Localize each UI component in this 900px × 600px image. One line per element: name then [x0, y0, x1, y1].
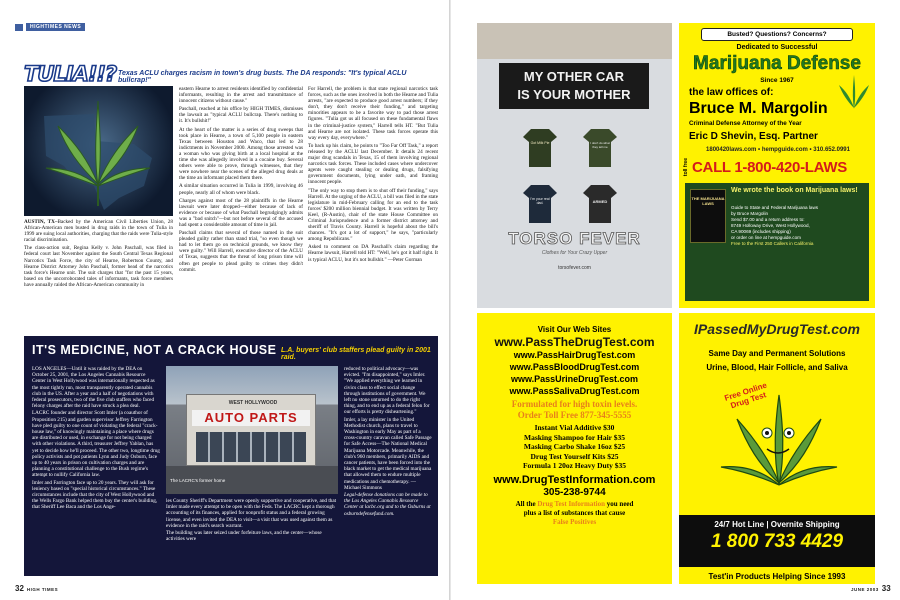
site-passhairdrugtest[interactable]: www.PassHairDrugTest.com [513, 350, 636, 360]
product-item: Masking Carbo Shake 16oz $25 [523, 442, 626, 451]
magazine-name: HIGH TIMES [26, 587, 59, 592]
ipassed-line2: Urine, Blood, Hair Follicle, and Saliva [706, 363, 848, 372]
medicine-paragraph: The building was later seized under forfeiture laws, and the center—whose activities were [166, 530, 322, 543]
tshirt-4-text: ARMED [592, 199, 608, 204]
page-number-right: 33 [881, 584, 891, 593]
margolin-kicker: Busted? Questions? Concerns? [701, 28, 853, 41]
closing-part: you need [605, 499, 634, 508]
book-line: or order on line at hempguide.com [731, 235, 801, 240]
ipassed-footer: Test'in Products Helping Since 1993 [708, 572, 846, 581]
building-windows [196, 432, 306, 462]
tulia-paragraph: eastern Hearne to arrest residents identified by confidential informants, resulting in the arrest and transmittance of innocent citizens without cause." [179, 86, 303, 105]
tulia-paragraph: The class-action suit, Regina Kelly v. John Paschall, was filed in federal court last November against the South Central Texas Regional Narcotics Task Force, the city of Hearne, Robertson County, and Hearne District Attorney John Paschall, former head of the narcotics task force's Hearne unit. The suit charges that "for the past 15 years, based on the uncorroborated tales of informants, task force members have annually raided the African-American community in [24, 245, 173, 288]
order-line[interactable]: Order Toll Free 877-345-5555 [517, 410, 632, 420]
ipassed-black-band [679, 515, 875, 567]
medicine-deck: L.A. buyers' club staffers plead guilty in 2001 raid. [281, 347, 431, 361]
photo-sign-auto-parts: AUTO PARTS [192, 410, 310, 426]
marijuana-leaf-icon [837, 73, 871, 113]
closing-highlight: Drug Test Information [537, 499, 606, 508]
texas-leaf-icon [24, 86, 173, 216]
tulia-paragraph: "The only way to stop them is to shut off their funding," says Harrell. At the urging of the ACLU, a bill was filed in the state legislature in mid-February calling for an end to the task forces' $200 million biennial budget. It was written by Terry Keel, (R-Austin), chair of the state House Committee on Criminal Jurisprudence and a former district attorney and sheriff of Travis County. Harrell is hopeful about the bill's chances. "It's got a lot of support," he says, "particularly among Republicans." [308, 187, 438, 243]
tulia-paragraph: A similar situation occurred in Tulia in 1999, involving 46 people, nearly all of whom were black. [179, 183, 303, 196]
tshirt-3-text: I'm your real dad. [530, 197, 550, 205]
tulia-paragraph: Backed by the American Civil Liberties Union, 28 African-American men busted in drug raids in the town of Tulia in 1999 are suing local authorities, charging that the raids were Tulia-style racial discrimination. [24, 219, 173, 244]
book-line: Guide to State and Federal Marijuana laws [731, 205, 819, 210]
photo-sign-west-hollywood: WEST HOLLYWOOD [228, 400, 278, 406]
auto-parts-photo [166, 366, 338, 494]
torso-url: torsofever.com [558, 265, 591, 271]
section-tag-label: HIGHTIMES NEWS [26, 23, 85, 31]
page-number-left: 32 [15, 584, 24, 593]
medicine-headline: IT'S MEDICINE, NOT A CRACK HOUSE [32, 343, 277, 357]
book-line: CA 90069 (includes shipping) [731, 229, 791, 234]
margolin-name: Bruce M. Margolin [689, 100, 828, 117]
book-details [731, 205, 865, 247]
medicine-column-3 [344, 366, 432, 572]
book-line: 8749 Holloway Drive, West Hollywood, [731, 223, 810, 228]
margolin-offices: the law offices of: [689, 87, 774, 98]
toll-free-label: toll free [683, 157, 689, 177]
photo-caption: The LACRC's former home [170, 478, 226, 483]
product-item: Masking Shampoo for Hair $35 [524, 432, 625, 442]
tshirt-2-text: I don't do what they tell me [590, 141, 610, 149]
margolin-since: Since 1967 [760, 77, 794, 84]
site-drugtestinformation[interactable]: www.DrugTestInformation.com [493, 473, 656, 486]
right-folio [851, 584, 891, 593]
margolin-title: Marijuana Defense [693, 53, 861, 74]
tulia-paragraph: For Harrell, the problem is that state regional narcotics task forces, such as the ones involved in both the Hearne and Tulia arrests, "are expected to produce good arrest numbers; if they don't, they don't receive their funding," and targeting minorities appears to be a favorite way to pad those arrest figures. "Tulia got us all focused on these fundamental flaws in the criminal-justice system," Harrell tells HT. "But Tulia and Hearne are not isolated. These task forces operate this way every day, everywhere." [308, 86, 438, 141]
medicine-paragraph: LACRC founder and director Scott Imler (a coauthor of Proposition 215) and garden supervisor Jeffrey Farrington have pled guilty to one count of violating the federal "crack-house law," of knowingly maintaining a place where drugs are distributed or used, in exchange for not being charged with other violations. A third, treasurer Jeffrey Yablan, has yet to decide how he'll proceed. The other two, longtime drug policy activists and pot patients Lynn and Judy Osburn, face up to 40 years in prison on cultivation charges and are planning a constitutional challenge to the Bush regime's attempt to nullify California law. [32, 410, 160, 479]
free-test-badge: Free Online Drug Test [723, 380, 768, 411]
ipassed-ad [679, 313, 875, 584]
tshirt-4 [583, 185, 617, 223]
torso-fever-ad [477, 23, 672, 308]
product-item: Formula 1 20oz Heavy Duty $35 [522, 461, 627, 470]
tulia-column-3 [308, 86, 438, 326]
tulia-paragraph: Asked to comment on DA Paschall's claim regarding the Hearne lawsuit, Harrell told HT: "Well, he's got it half right. It is typical ACLU, but it's not bullshit." —Peter Gorman [308, 244, 438, 263]
section-tag [15, 23, 85, 31]
tshirt-2 [583, 129, 617, 167]
medicine-paragraph: Imler, a lay minister in the United Methodist church, plans to travel to Washington in early May as part of a cross-country caravan called Safe Passage for Safe Access—The National Medical Marijuana Motorcade. Meanwhile, the club's 960 members, primarily AIDS and cancer patients, have been forced into the black market to get the medical marijuana that allowed them to endure multiple medications and chemotherapy. —Michael Simmons [344, 416, 432, 491]
tulia-illustration [24, 86, 173, 216]
site-passthedrugtest[interactable]: www.PassTheDrugTest.com [494, 335, 655, 349]
tshirt-1-text: Got Milk Pie [530, 141, 550, 145]
medicine-paragraph: les County Sheriff's Department were openly supportive and cooperative, and that Imler made every attempt to be open with the Feds. The LACRC kept a thorough accounting of its finances, applied for nonprofit status and a federal growing license, and even invited the DEA to visit—a visit that was used against them as evidence in the raid's search warrant. [166, 498, 337, 529]
info-phone[interactable]: 305-238-9744 [543, 486, 606, 498]
margolin-phone[interactable]: CALL 1-800-420-LAWS [692, 158, 847, 176]
medicine-paragraph: Imler and Farrington face up to 20 years. They will ask for leniency based on "special historical circumstances." These circumstances include that the city of West Hollywood and the Wells Fargo Bank helped them buy the center's building, that Sheriff Lee Baca and the Los Ange- [32, 479, 158, 511]
formulated-line: Formulated for high toxin levels. [511, 399, 638, 409]
ipassed-logo[interactable]: IPassedMyDrugTest.com [694, 321, 860, 337]
medicine-column-1 [32, 366, 160, 572]
margolin-dedicated: Dedicated to Successful [736, 44, 818, 51]
left-page [0, 0, 449, 600]
site-passsalivadrugtest[interactable]: www.PassSalivaDrugTest.com [509, 386, 640, 396]
product-item: Instant Vial Additive $30 [534, 423, 615, 432]
margolin-contacts: 1800420laws.com • hempguide.com • 310.652.0991 [706, 147, 850, 153]
left-folio [15, 584, 58, 593]
medicine-article-box [24, 336, 438, 576]
book-headline: We wrote the book on Marijuana laws! [731, 187, 858, 194]
torso-headline-line2: IS YOUR MOTHER [517, 87, 631, 102]
ipassed-phone[interactable]: 1 800 733 4429 [710, 531, 844, 553]
margolin-ad [679, 23, 875, 308]
product-list [477, 423, 672, 471]
book-line: by Bruce Margolin [731, 211, 769, 216]
closing-text [477, 500, 672, 527]
ipassed-line1: Same Day and Permanent Solutions [708, 349, 846, 358]
tulia-column-2 [179, 86, 303, 326]
site-passblooddrugtest[interactable]: www.PassBloodDrugTest.com [509, 362, 640, 372]
section-bullet-icon [15, 24, 23, 31]
tulia-paragraph: Paschall claims that several of those named in the suit pleaded guilty rather than stand trial, "so even though we had to let them go on technical grounds, we know they were guilty." Will Harrell, executive director of the ACLU of Texas, suggests that the threat of long prison time will often get people to plead guilty to crimes they didn't commit. [179, 230, 303, 273]
medicine-paragraph: LOS ANGELES—Until it was raided by the DEA on October 25, 2001, the Los Angeles Cannabis Resource Center in West Hollywood was internationally respected as the most tightly run, most transparently operated cannabis club in the US. After a year and a half of negotiations with federal prosecutors, two of the five club staffers who faced felony charges after the raid have struck a plea deal. [32, 366, 155, 410]
torso-tagline: Clothes for Your Crazy Upper [541, 250, 608, 256]
tshirt-3 [523, 185, 557, 223]
tulia-paragraph: Charges against most of the 28 plaintiffs in the Hearne lawsuit were later dropped—either because of lack of evidence or because of what Paschall begrudgingly admits was a "bad snitch"—but not before several of the accused had spent a considerable amount of time in jail. [179, 197, 303, 228]
tulia-paragraph: Paschall, reached at his office by HIGH TIMES, dismisses the lawsuit as "typical ACLU bullcrap. There's nothing to it. It's bullshit!" [179, 106, 303, 125]
tshirt-1 [523, 129, 557, 167]
book-line: Free to the First 250 Callers in California [731, 241, 814, 246]
torso-top-band [477, 23, 672, 59]
tulia-deck: Texas ACLU charges racism in town's drug busts. The DA responds: "It's typical ACLU bullcrap!" [118, 70, 407, 84]
right-page [451, 0, 900, 600]
book-line: Send $7.00 and a return address to: [731, 217, 805, 222]
tulia-headline: TULIA!!? [24, 62, 117, 86]
medicine-paragraph: reduced to political advocacy—was evicted. "I'm disappointed," says Imler. "We applied everything we learned in civics class to effect social change through institutions of government. We left no stone unturned to do the right thing, and to end up as a federal felon for our efforts is pretty disheartening." [344, 366, 430, 416]
torso-brand: TORSO FEVER [508, 229, 641, 248]
tulia-dateline: AUSTIN, TX– [24, 219, 58, 225]
visit-sites-label: Visit Our Web Sites [537, 325, 612, 334]
torso-headline-line1: MY OTHER CAR [523, 69, 625, 84]
issue-date: JUNE 2003 [851, 587, 879, 592]
closing-line: plus a list of substances that cause [523, 508, 626, 517]
margolin-partner: Eric D Shevin, Esq. Partner [689, 131, 818, 142]
tulia-column-1 [24, 219, 173, 324]
closing-false-positives: False Positives [552, 517, 597, 526]
margolin-phone-bar [683, 157, 871, 177]
tulia-paragraph: At the heart of the matter is a series of drug sweeps that took place in Hearne, a town of 5,100 people in eastern Texas between Houston and Waco, that led to 28 indictments in November 2000. Among those arrested was a woman who was giving birth at a local hospital at the time she was allegedly involved in a cocaine buy. Several others were able to prove, through witnesses, that they were nowhere near the scenes of the alleged drug deals at the time an informant placed them there. [179, 126, 303, 182]
pass-drug-test-ad [477, 313, 672, 584]
site-passurinedrugtest[interactable]: www.PassUrineDrugTest.com [510, 374, 639, 384]
product-item: Drug Test Yourself Kits $25 [530, 451, 619, 461]
margolin-tagline: Criminal Defense Attorney of the Year [689, 120, 802, 127]
medicine-column-2 [166, 498, 338, 572]
medicine-paragraph: Legal-defense donations can be made to the Los Angeles Cannabis Resource Center at lacbc.org and to the Osburns at osburndefensefund.com. [344, 492, 431, 517]
closing-part: All the [515, 499, 538, 508]
tulia-paragraph: To back up his claim, he points to "Too Far Off Task," a report released by the ACLU last December. It details 24 recent major drug scandals in Texas, 15 of them involving regional narcotics task forces. These included cases where undercover agents were caught stealing or dealing drugs, falsifying government documents, lying under oath, and framing innocent people. [308, 142, 438, 186]
ipassed-hotline: 24/7 Hot Line | Overnite Shipping [714, 520, 840, 529]
book-cover: THE MARIJUANA LAWS [690, 189, 726, 243]
margolin-book-panel [685, 183, 869, 301]
torso-headline [499, 63, 649, 109]
